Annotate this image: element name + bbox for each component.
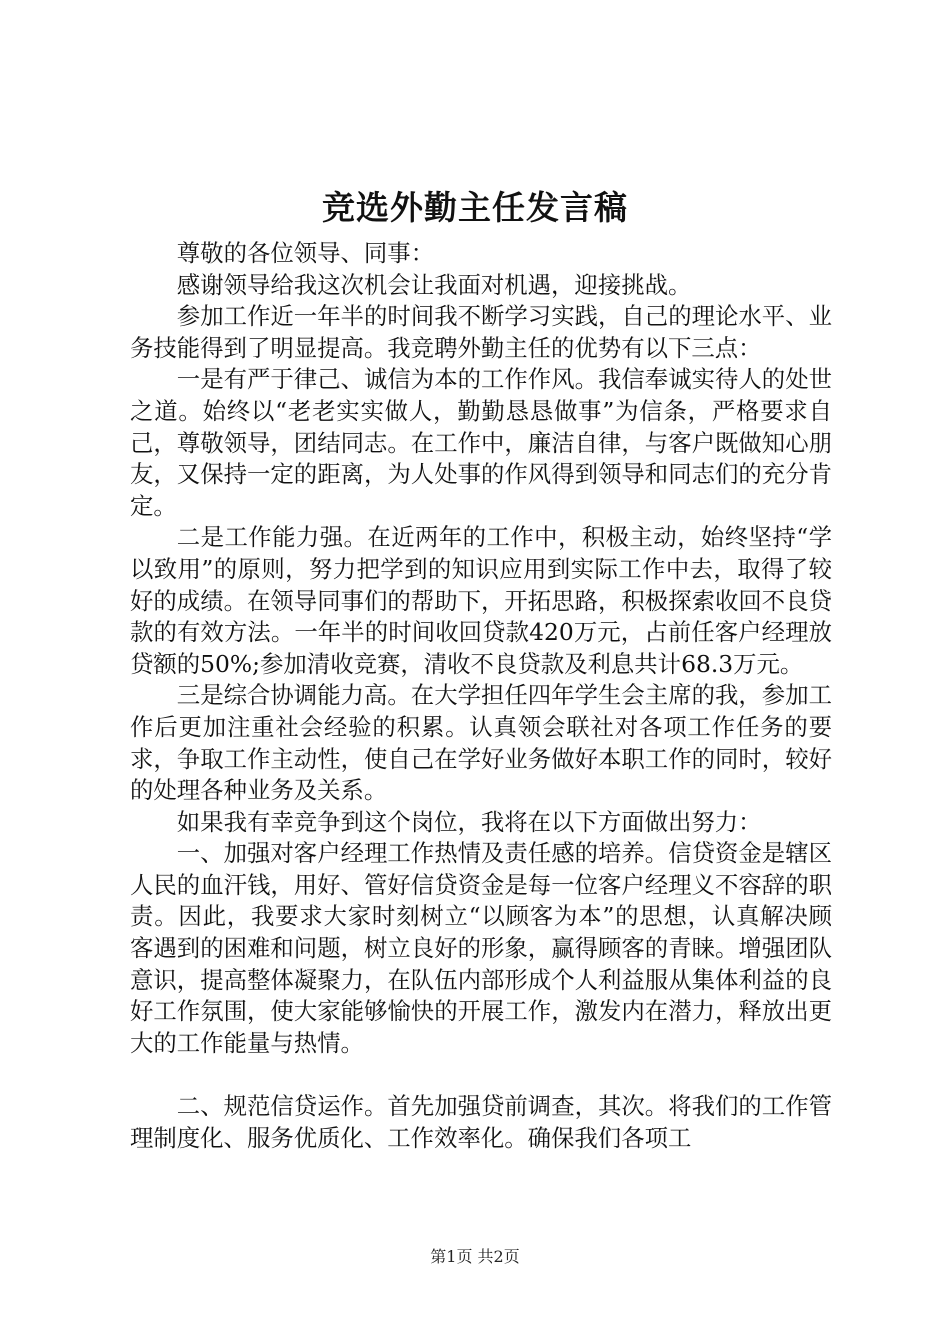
paragraph-thanks: 感谢领导给我这次机会让我面对机遇，迎接挑战。: [176, 270, 692, 299]
paragraph-greeting: 尊敬的各位领导、同事：: [176, 239, 435, 267]
paragraph-commitment: 如果我有幸竞争到这个岗位，我将在以下方面做出努力：: [176, 807, 762, 836]
paragraph-effort-two: 二、规范信贷运作。首先加强贷前调查，其次。将我们的工作管理制度化、服务优质化、工作效率化。确保我们各项工: [130, 1092, 832, 1152]
document-body: [130, 238, 832, 1154]
paragraph-point-two: 二是工作能力强。在近两年的工作中，积极主动，始终坚持“学以致用”的原则，努力把学到的知识应用到实际工作中去，取得了较好的成绩。在领导同事们的帮助下，开拓思路，积极探索收回不良贷款的有效方法。一年半的时间收回贷款420万元，占前任客户经理放贷额的50%;参加清收竞赛，清收不良贷款及利息共计68.3万元。: [130, 523, 832, 678]
paragraph-point-three: 三是综合协调能力高。在大学担任四年学生会主席的我，参加工作后更加注重社会经验的积累。认真领会联社对各项工作任务的要求，争取工作主动性，使自己在学好业务做好本职工作的同时，较好的处理各种业务及关系。: [130, 681, 832, 805]
document-title: 竞选外勤主任发言稿: [322, 188, 628, 227]
paragraph-point-one: 一是有严于律己、诚信为本的工作作风。我信奉诚实待人的处世之道。始终以“老老实实做人，勤勤恳恳做事”为信条，严格要求自己，尊敬领导，团结同志。在工作中，廉洁自律，与客户既做知心朋友，又保持一定的距离，为人处事的作风得到领导和同志们的充分肯定。: [130, 365, 832, 520]
page-number-footer: 第1页 共2页: [430, 1247, 520, 1266]
paragraph-intro: 参加工作近一年半的时间我不断学习实践，自己的理论水平、业务技能得到了明显提高。我竞聘外勤主任的优势有以下三点：: [130, 302, 832, 362]
paragraph-effort-one: 一、加强对客户经理工作热情及责任感的培养。信贷资金是辖区人民的血汗钱，用好、管好信贷资金是每一位客户经理义不容辞的职责。因此，我要求大家时刻树立“以顾客为本”的思想，认真解决顾客遇到的困难和问题，树立良好的形象，赢得顾客的青睐。增强团队意识，提高整体凝聚力，在队伍内部形成个人利益服从集体利益的良好工作氛围，使大家能够愉快的开展工作，激发内在潜力，释放出更大的工作能量与热情。: [130, 839, 832, 1057]
